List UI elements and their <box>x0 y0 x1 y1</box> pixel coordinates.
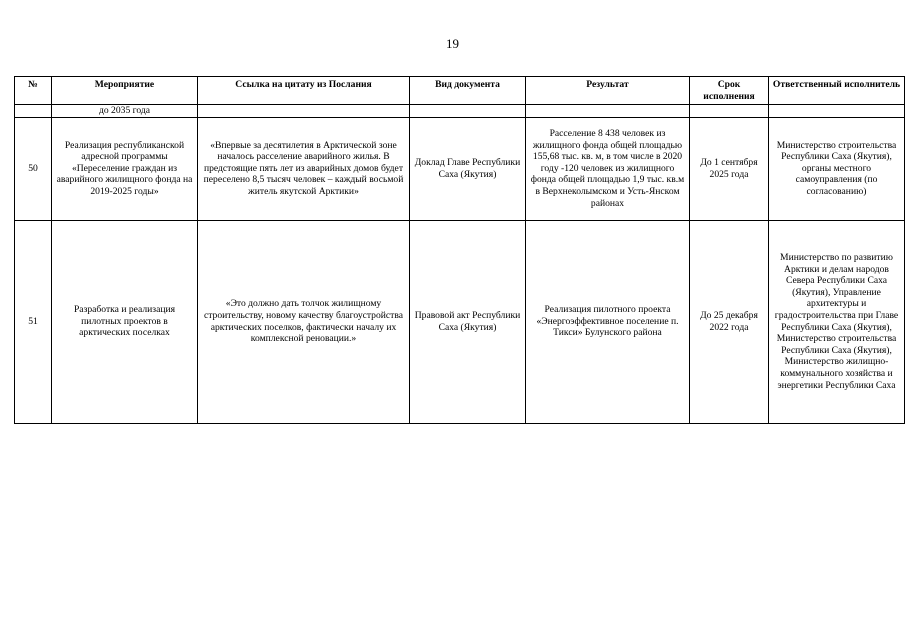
page-number: 19 <box>446 36 459 51</box>
cell-result: Реализация пилотного проекта «Энергоэффективное поселение п. Тикси» Булунского района <box>526 220 690 423</box>
cell-event: до 2035 года <box>52 105 198 118</box>
table-row <box>15 220 905 423</box>
header-number: № <box>15 77 52 105</box>
header-doc-type: Вид документа <box>410 77 526 105</box>
cell-responsible <box>769 105 905 118</box>
cell-result: Расселение 8 438 человек из жилищного фонда общей площадью 155,68 тыс. кв. м, в том числе в 2020 году -120 человек из жилищного фонда общей площадью 1,9 тыс. кв.м в Верхнеколымском и Усть-Янском районах <box>526 117 690 220</box>
cell-doc-type: Правовой акт Республики Саха (Якутия) <box>410 220 526 423</box>
table-row-continuation <box>15 105 905 118</box>
cell-result <box>526 105 690 118</box>
cell-responsible: Министерство строительства Республики Саха (Якутия), органы местного самоуправления (по согласованию) <box>769 117 905 220</box>
header-responsible: Ответственный исполнитель <box>769 77 905 105</box>
cell-doc-type <box>410 105 526 118</box>
cell-number: 50 <box>15 117 52 220</box>
cell-event: Реализация республиканской адресной программы «Переселение граждан из аварийного жилищного фонда на 2019-2025 годы» <box>52 117 198 220</box>
cell-responsible: Министерство по развитию Арктики и делам народов Севера Республики Саха (Якутия), Управление архитектуры и градостроительства при Главе Республики Саха (Якутия), Министерство строительства Республики Саха (Якутия), Министерство жилищно-коммунального хозяйства и энергетики Республики Саха <box>769 220 905 423</box>
cell-doc-type: Доклад Главе Республики Саха (Якутия) <box>410 117 526 220</box>
cell-quote: «Это должно дать толчок жилищному строительству, новому качеству благоустройства арктических поселков, фактически началу их комплексной реновации.» <box>198 220 410 423</box>
cell-quote <box>198 105 410 118</box>
table-header-row <box>15 77 905 105</box>
cell-deadline: До 25 декабря 2022 года <box>690 220 769 423</box>
table-row <box>15 117 905 220</box>
action-plan-table <box>14 76 905 424</box>
header-result: Результат <box>526 77 690 105</box>
cell-number <box>15 105 52 118</box>
header-deadline: Срок исполнения <box>690 77 769 105</box>
header-quote: Ссылка на цитату из Послания <box>198 77 410 105</box>
header-event: Мероприятие <box>52 77 198 105</box>
cell-event: Разработка и реализация пилотных проектов в арктических поселках <box>52 220 198 423</box>
cell-quote: «Впервые за десятилетия в Арктической зоне началось расселение аварийного жилья. В предстоящие пять лет из аварийных домов будет переселено 8,5 тысяч человек – каждый восьмой житель якутской Арктики» <box>198 117 410 220</box>
cell-deadline: До 1 сентября 2025 года <box>690 117 769 220</box>
cell-deadline <box>690 105 769 118</box>
cell-number: 51 <box>15 220 52 423</box>
